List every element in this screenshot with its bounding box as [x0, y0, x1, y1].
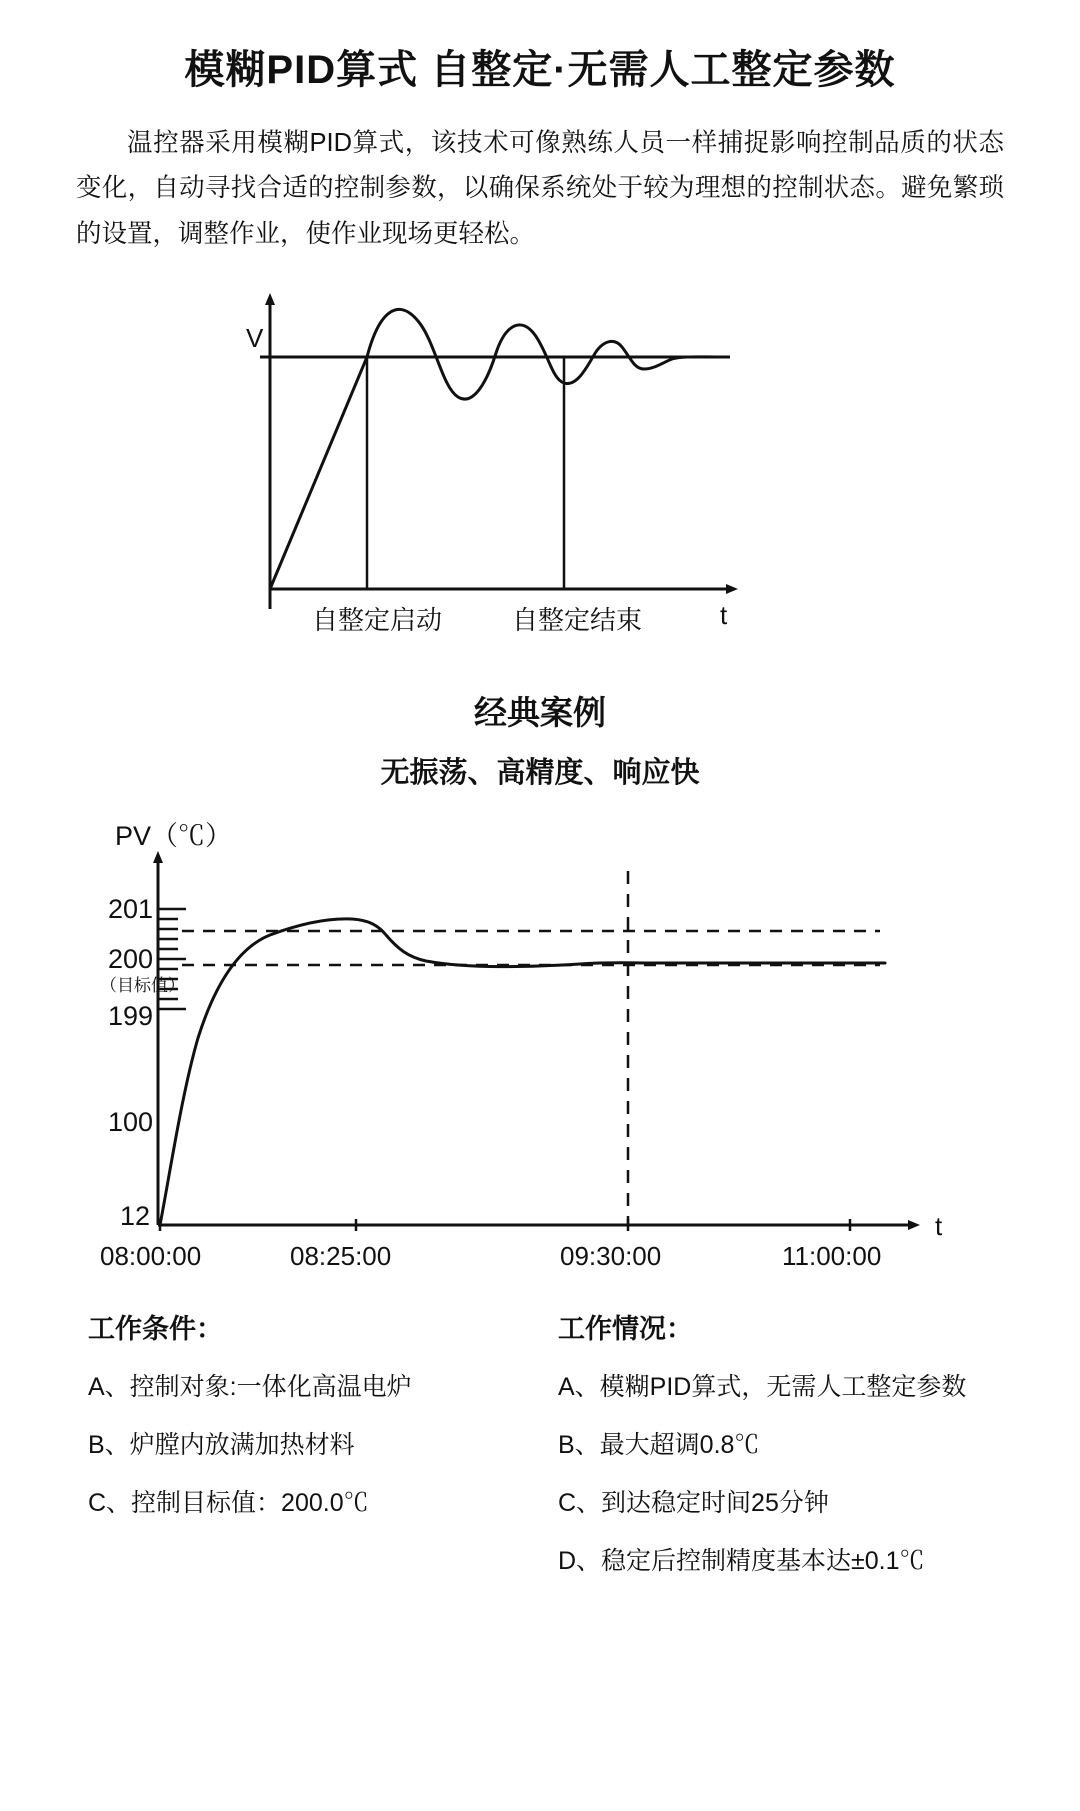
- x-tick-0800: 08:00:00: [100, 1241, 202, 1272]
- section-subtitle: 无振荡、高精度、响应快: [380, 757, 700, 790]
- autotune-diagram-svg: [230, 279, 850, 659]
- chart-x-label: t: [935, 1211, 943, 1242]
- list-item: A、控制对象:一体化高温电炉: [88, 1373, 412, 1402]
- work-results-list: [558, 1372, 998, 1576]
- work-results-column: [528, 1307, 998, 1604]
- work-conditions-column: [88, 1307, 528, 1604]
- section-title: 经典案例: [474, 694, 606, 732]
- page-title: 模糊PID算式 自整定·无需人工整定参数: [184, 48, 896, 92]
- pv-chart: [0, 813, 1080, 1283]
- y-tick-200-note: （目标值）: [100, 976, 185, 996]
- diagram-y-label: V: [246, 323, 264, 354]
- x-tick-0825: 08:25:00: [290, 1241, 392, 1272]
- pv-axis-label: PV（℃）: [115, 821, 233, 852]
- work-results-heading: 工作情况：: [558, 1314, 693, 1345]
- chart-x-arrow: [908, 1220, 920, 1230]
- list-item: B、最大超调0.8℃: [558, 1431, 760, 1460]
- diagram-y-arrow: [265, 293, 275, 305]
- list-item: C、控制目标值：200.0℃: [88, 1489, 369, 1518]
- x-tick-0930: 09:30:00: [560, 1241, 662, 1272]
- autotune-end-label: 自整定结束: [512, 605, 643, 636]
- work-conditions-heading: 工作条件：: [88, 1314, 223, 1345]
- y-tick-12: 12: [120, 1201, 151, 1232]
- y-tick-201: 201: [108, 894, 154, 925]
- poster-page: [0, 38, 1080, 1811]
- bottom-lists: [0, 1307, 1080, 1604]
- diagram-x-arrow: [726, 584, 738, 594]
- y-tick-200: 200: [108, 944, 154, 975]
- autotune-start-label: 自整定启动: [312, 605, 443, 636]
- list-item: C、到达稳定时间25分钟: [558, 1489, 829, 1518]
- y-tick-199: 199: [108, 1001, 154, 1032]
- pv-chart-svg: [90, 813, 990, 1283]
- work-conditions-list: [88, 1372, 528, 1518]
- list-item: B、炉膛内放满加热材料: [88, 1431, 355, 1460]
- chart-y-arrow: [153, 851, 163, 863]
- autotune-diagram: [0, 279, 1080, 659]
- diagram-x-label: t: [720, 600, 728, 631]
- list-item: D、稳定后控制精度基本达±0.1℃: [558, 1547, 925, 1576]
- x-tick-1100: 11:00:00: [782, 1241, 882, 1272]
- response-curve: [270, 310, 720, 590]
- y-tick-100: 100: [108, 1107, 154, 1138]
- intro-paragraph: 温控器采用模糊PID算式，该技术可像熟练人员一样捕捉影响控制品质的状态变化，自动寻找合适的控制参数，以确保系统处于较为理想的控制状态。避免繁琐的设置，调整作业，使作业现场更轻松。: [76, 129, 1004, 248]
- list-item: A、模糊PID算式，无需人工整定参数: [558, 1373, 967, 1402]
